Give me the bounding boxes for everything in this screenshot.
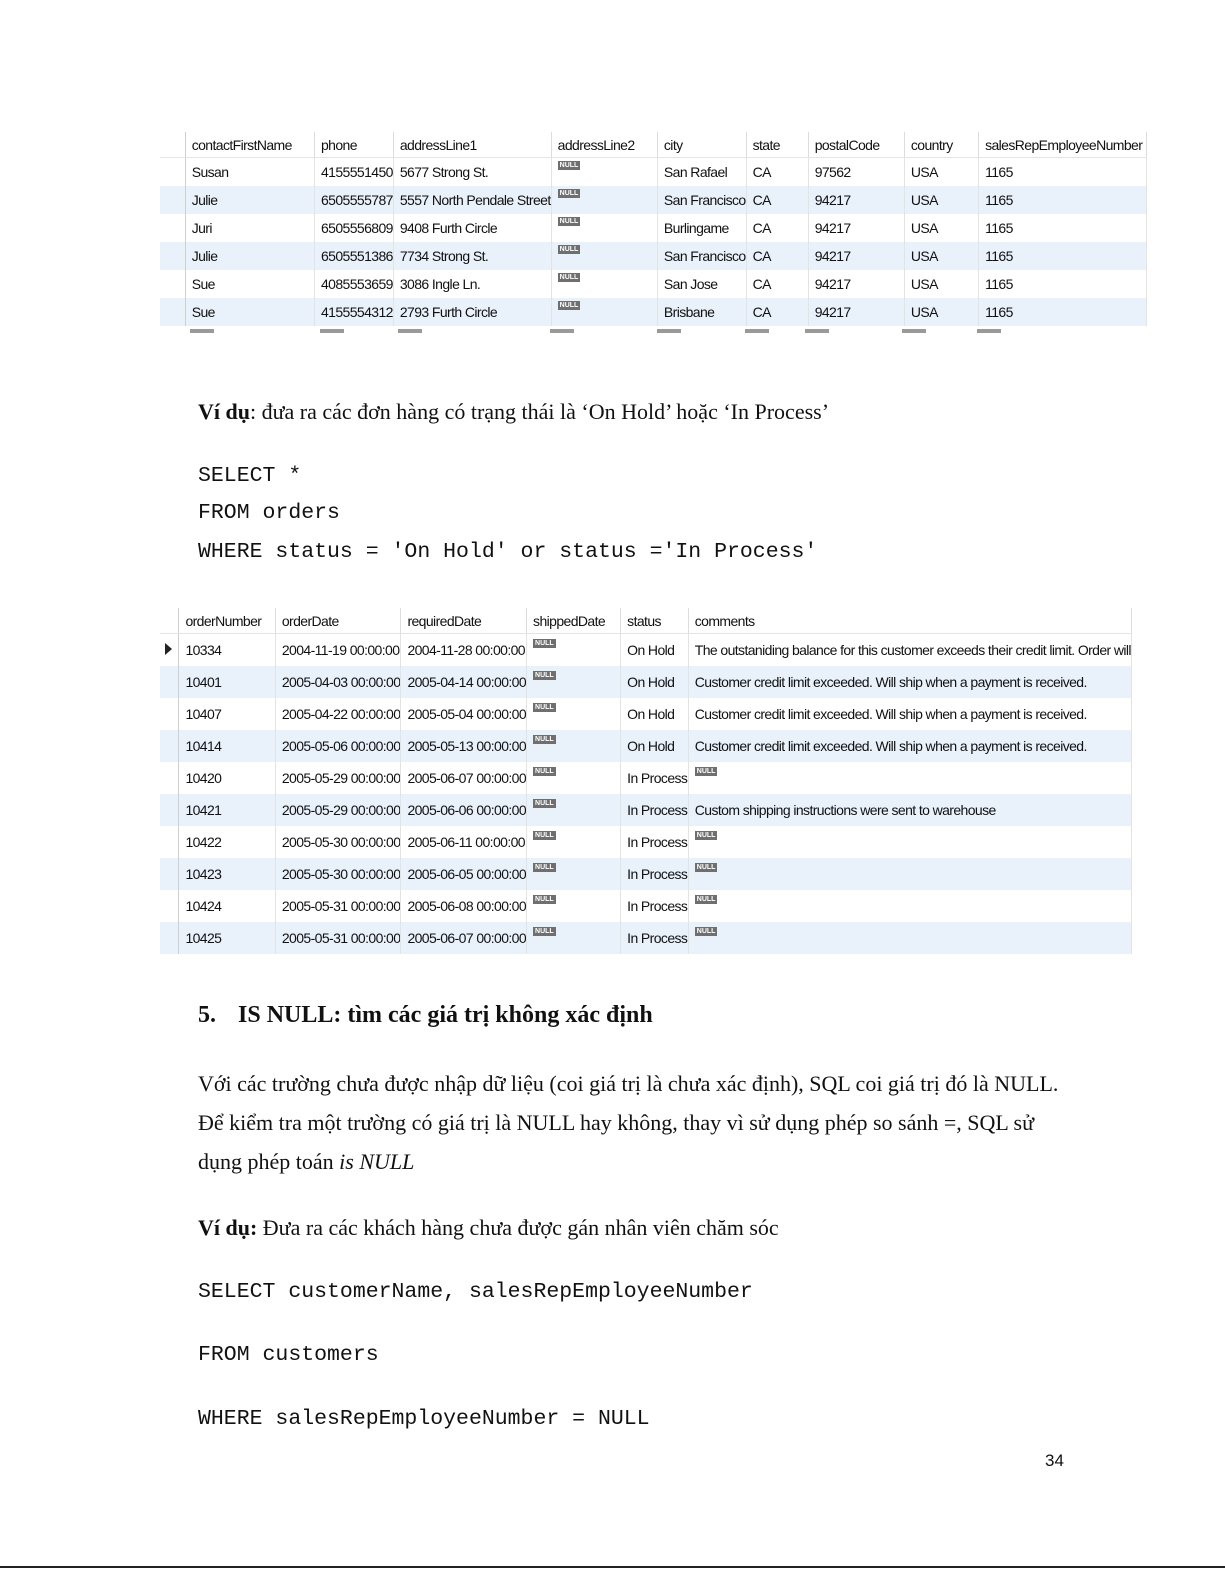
table-row[interactable] <box>160 242 1147 270</box>
orders-result-grid <box>160 608 1132 954</box>
cell-phone[interactable]: 6505556809 <box>314 214 393 242</box>
cell-addressLine2[interactable] <box>551 242 657 270</box>
row-header[interactable] <box>160 666 179 698</box>
cell-requiredDate[interactable]: 2005-06-11 00:00:00 <box>401 826 527 858</box>
section-paragraph <box>198 1064 1078 1181</box>
cell-status[interactable]: In Process <box>621 826 689 858</box>
row-header[interactable] <box>160 858 179 890</box>
cell-requiredDate[interactable]: 2005-05-13 00:00:00 <box>401 730 527 762</box>
column-header-salesRepEmployeeNumber[interactable]: salesRepEmployeeNumber <box>979 132 1147 158</box>
cell-comments[interactable] <box>688 922 1131 954</box>
cell-comments[interactable] <box>688 858 1131 890</box>
table-row[interactable] <box>160 762 1132 794</box>
table-row[interactable] <box>160 214 1147 242</box>
column-header-shippedDate[interactable]: shippedDate <box>527 608 621 634</box>
column-header-phone[interactable]: phone <box>314 132 393 158</box>
null-badge: NULL <box>559 218 579 225</box>
null-badge: NULL <box>535 640 554 647</box>
null-badge: NULL <box>535 704 554 711</box>
cell-shippedDate[interactable] <box>527 826 621 858</box>
example-is-null <box>198 1208 1098 1247</box>
cell-status[interactable]: On Hold <box>621 698 689 730</box>
cell-shippedDate[interactable] <box>527 922 621 954</box>
cell-state[interactable]: CA <box>746 186 808 214</box>
cell-comments[interactable]: Customer credit limit exceeded. Will ship when a payment is received. <box>688 698 1131 730</box>
cell-status[interactable]: In Process <box>621 858 689 890</box>
cell-status[interactable]: On Hold <box>621 634 689 667</box>
cell-city[interactable]: San Francisco <box>657 186 746 214</box>
table-row[interactable] <box>160 858 1132 890</box>
cell-city[interactable]: Brisbane <box>657 298 746 326</box>
row-header[interactable] <box>160 762 179 794</box>
column-header-orderDate[interactable]: orderDate <box>275 608 401 634</box>
cell-state[interactable]: CA <box>746 242 808 270</box>
cell-shippedDate[interactable] <box>527 858 621 890</box>
cell-requiredDate[interactable]: 2005-06-07 00:00:00 <box>401 922 527 954</box>
example-label: Ví dụ <box>198 399 250 424</box>
cell-comments[interactable]: Customer credit limit exceeded. Will ship when a payment is received. <box>688 730 1131 762</box>
row-header[interactable] <box>160 890 179 922</box>
cell-country[interactable]: USA <box>904 158 978 187</box>
column-header-city[interactable]: city <box>657 132 746 158</box>
cell-city[interactable]: San Rafael <box>657 158 746 187</box>
cell-requiredDate[interactable]: 2005-05-04 00:00:00 <box>401 698 527 730</box>
cell-postalCode[interactable]: 94217 <box>808 186 904 214</box>
cell-postalCode[interactable]: 94217 <box>808 242 904 270</box>
cell-country[interactable]: USA <box>904 186 978 214</box>
cell-addressLine1[interactable]: 5677 Strong St. <box>393 158 551 187</box>
table-row[interactable] <box>160 730 1132 762</box>
cell-orderDate[interactable]: 2005-05-06 00:00:00 <box>275 730 401 762</box>
cell-orderNumber[interactable]: 10401 <box>179 666 275 698</box>
row-header[interactable] <box>160 826 179 858</box>
table-row[interactable] <box>160 890 1132 922</box>
section-number: 5. <box>198 1002 216 1028</box>
code-line: SELECT customerName, salesRepEmployeeNumber <box>198 1280 753 1304</box>
grid-header-row <box>160 132 1147 158</box>
code-line: WHERE status = 'On Hold' or status ='In Process' <box>198 540 818 564</box>
cell-status[interactable]: In Process <box>621 922 689 954</box>
cell-addressLine2[interactable] <box>551 214 657 242</box>
row-header[interactable] <box>160 270 185 298</box>
code-line: SELECT * <box>198 464 302 488</box>
grid-header-row <box>160 608 1132 634</box>
cell-shippedDate[interactable] <box>527 666 621 698</box>
null-badge: NULL <box>535 800 554 807</box>
cell-orderNumber[interactable]: 10422 <box>179 826 275 858</box>
cell-salesRepEmployeeNumber[interactable]: 1165 <box>979 298 1147 326</box>
null-badge: NULL <box>696 928 716 935</box>
column-header-postalCode[interactable]: postalCode <box>808 132 904 158</box>
grid-cut-edge <box>160 327 1147 335</box>
example-label: Ví dụ: <box>198 1215 258 1240</box>
null-badge: NULL <box>535 768 554 775</box>
row-header[interactable] <box>160 158 185 187</box>
cell-status[interactable]: On Hold <box>621 730 689 762</box>
cell-phone[interactable]: 4085553659 <box>314 270 393 298</box>
null-badge: NULL <box>559 190 579 197</box>
null-badge: NULL <box>535 864 554 871</box>
cell-country[interactable]: USA <box>904 214 978 242</box>
cell-postalCode[interactable]: 97562 <box>808 158 904 187</box>
example-orders-status <box>198 392 1098 431</box>
null-badge: NULL <box>535 672 554 679</box>
cell-contactFirstName[interactable]: Julie <box>185 186 314 214</box>
cell-contactFirstName[interactable]: Juri <box>185 214 314 242</box>
cell-contactFirstName[interactable]: Sue <box>185 298 314 326</box>
cell-addressLine2[interactable] <box>551 186 657 214</box>
cell-orderDate[interactable]: 2005-05-31 00:00:00 <box>275 890 401 922</box>
paragraph-italic: is NULL <box>339 1149 415 1174</box>
column-header-requiredDate[interactable]: requiredDate <box>401 608 527 634</box>
null-badge: NULL <box>696 896 716 903</box>
table-row[interactable] <box>160 634 1132 667</box>
cell-comments[interactable] <box>688 826 1131 858</box>
cell-addressLine2[interactable] <box>551 298 657 326</box>
cell-shippedDate[interactable] <box>527 634 621 667</box>
row-header[interactable] <box>160 730 179 762</box>
cell-postalCode[interactable]: 94217 <box>808 214 904 242</box>
column-header-addressLine1[interactable]: addressLine1 <box>393 132 551 158</box>
cell-orderDate[interactable]: 2004-11-19 00:00:00 <box>275 634 401 667</box>
cell-phone[interactable]: 6505551386 <box>314 242 393 270</box>
table-row[interactable] <box>160 922 1132 954</box>
cell-status[interactable]: In Process <box>621 762 689 794</box>
cell-country[interactable]: USA <box>904 242 978 270</box>
cell-state[interactable]: CA <box>746 270 808 298</box>
cell-contactFirstName[interactable]: Susan <box>185 158 314 187</box>
cell-orderDate[interactable]: 2005-05-30 00:00:00 <box>275 858 401 890</box>
cell-orderDate[interactable]: 2005-05-31 00:00:00 <box>275 922 401 954</box>
cell-phone[interactable]: 4155551450 <box>314 158 393 187</box>
null-badge: NULL <box>559 162 579 169</box>
column-header-country[interactable]: country <box>904 132 978 158</box>
cell-shippedDate[interactable] <box>527 890 621 922</box>
cell-state[interactable]: CA <box>746 158 808 187</box>
cell-addressLine1[interactable]: 2793 Furth Circle <box>393 298 551 326</box>
cell-shippedDate[interactable] <box>527 698 621 730</box>
code-line: FROM orders <box>198 501 340 525</box>
row-header[interactable] <box>160 214 185 242</box>
cell-orderNumber[interactable]: 10407 <box>179 698 275 730</box>
cell-orderNumber[interactable]: 10425 <box>179 922 275 954</box>
cell-comments[interactable]: The outstaniding balance for this customer exceeds their credit limit. Order will <box>688 634 1131 667</box>
cell-orderDate[interactable]: 2005-05-30 00:00:00 <box>275 826 401 858</box>
column-header-addressLine2[interactable]: addressLine2 <box>551 132 657 158</box>
null-badge: NULL <box>559 302 579 309</box>
null-badge: NULL <box>559 274 579 281</box>
row-header[interactable] <box>160 922 179 954</box>
customers-result-grid <box>160 132 1147 326</box>
column-header-contactFirstName[interactable]: contactFirstName <box>185 132 314 158</box>
row-header[interactable] <box>160 698 179 730</box>
cell-orderNumber[interactable]: 10421 <box>179 794 275 826</box>
cell-requiredDate[interactable]: 2005-06-05 00:00:00 <box>401 858 527 890</box>
current-row-icon <box>165 643 172 655</box>
cell-orderNumber[interactable]: 10334 <box>179 634 275 667</box>
null-badge: NULL <box>696 832 716 839</box>
null-badge: NULL <box>696 768 716 775</box>
cell-salesRepEmployeeNumber[interactable]: 1165 <box>979 186 1147 214</box>
cell-addressLine1[interactable]: 9408 Furth Circle <box>393 214 551 242</box>
cell-phone[interactable]: 6505555787 <box>314 186 393 214</box>
cell-addressLine2[interactable] <box>551 270 657 298</box>
cell-shippedDate[interactable] <box>527 762 621 794</box>
cell-state[interactable]: CA <box>746 298 808 326</box>
cell-shippedDate[interactable] <box>527 730 621 762</box>
cell-country[interactable]: USA <box>904 298 978 326</box>
cell-orderDate[interactable]: 2005-04-22 00:00:00 <box>275 698 401 730</box>
null-badge: NULL <box>535 736 554 743</box>
cell-addressLine1[interactable]: 3086 Ingle Ln. <box>393 270 551 298</box>
cell-status[interactable]: In Process <box>621 794 689 826</box>
cell-requiredDate[interactable]: 2005-06-07 00:00:00 <box>401 762 527 794</box>
table-row[interactable] <box>160 298 1147 326</box>
table-row[interactable] <box>160 698 1132 730</box>
null-badge: NULL <box>535 896 554 903</box>
cell-salesRepEmployeeNumber[interactable]: 1165 <box>979 242 1147 270</box>
cell-comments[interactable]: Customer credit limit exceeded. Will ship when a payment is received. <box>688 666 1131 698</box>
cell-orderDate[interactable]: 2005-04-03 00:00:00 <box>275 666 401 698</box>
cell-shippedDate[interactable] <box>527 794 621 826</box>
column-header-status[interactable]: status <box>621 608 689 634</box>
cell-comments[interactable] <box>688 762 1131 794</box>
cell-postalCode[interactable]: 94217 <box>808 298 904 326</box>
cell-requiredDate[interactable]: 2005-04-14 00:00:00 <box>401 666 527 698</box>
cell-orderNumber[interactable]: 10420 <box>179 762 275 794</box>
cell-city[interactable]: San Francisco <box>657 242 746 270</box>
column-header-comments[interactable]: comments <box>688 608 1131 634</box>
example-text: Đưa ra các khách hàng chưa được gán nhân viên chăm sóc <box>257 1215 779 1240</box>
example-text: : đưa ra các đơn hàng có trạng thái là ‘On Hold’ hoặc ‘In Process’ <box>249 399 830 424</box>
cell-city[interactable]: Burlingame <box>657 214 746 242</box>
null-badge: NULL <box>559 246 579 253</box>
cell-status[interactable]: In Process <box>621 890 689 922</box>
page-number: 34 <box>1045 1451 1064 1470</box>
cell-salesRepEmployeeNumber[interactable]: 1165 <box>979 270 1147 298</box>
paragraph-text: Với các trường chưa được nhập dữ liệu (coi giá trị là chưa xác định), SQL coi giá trị đó là NULL. Để kiểm tra một trường có giá trị là NULL hay không, thay vì sử dụng phép so sánh =, SQL sử dụng phép toán <box>198 1071 1059 1174</box>
cell-country[interactable]: USA <box>904 270 978 298</box>
row-header[interactable] <box>160 298 185 326</box>
cell-requiredDate[interactable]: 2005-06-08 00:00:00 <box>401 890 527 922</box>
cell-orderNumber[interactable]: 10423 <box>179 858 275 890</box>
cell-comments[interactable]: Custom shipping instructions were sent to warehouse <box>688 794 1131 826</box>
null-badge: NULL <box>535 832 554 839</box>
cell-contactFirstName[interactable]: Julie <box>185 242 314 270</box>
cell-addressLine2[interactable] <box>551 158 657 187</box>
code-line: WHERE salesRepEmployeeNumber = NULL <box>198 1407 650 1431</box>
cell-requiredDate[interactable]: 2005-06-06 00:00:00 <box>401 794 527 826</box>
null-badge: NULL <box>535 928 554 935</box>
table-row[interactable] <box>160 794 1132 826</box>
cell-postalCode[interactable]: 94217 <box>808 270 904 298</box>
column-header-orderNumber[interactable]: orderNumber <box>179 608 275 634</box>
cell-salesRepEmployeeNumber[interactable]: 1165 <box>979 158 1147 187</box>
cell-status[interactable]: On Hold <box>621 666 689 698</box>
cell-addressLine1[interactable]: 5557 North Pendale Street <box>393 186 551 214</box>
table-row[interactable] <box>160 158 1147 187</box>
section-title: IS NULL: tìm các giá trị không xác định <box>238 1002 653 1028</box>
page-bottom-rule <box>0 1566 1225 1568</box>
table-row[interactable] <box>160 186 1147 214</box>
row-header[interactable] <box>160 794 179 826</box>
null-badge: NULL <box>696 864 716 871</box>
cell-contactFirstName[interactable]: Sue <box>185 270 314 298</box>
cell-phone[interactable]: 4155554312 <box>314 298 393 326</box>
cell-orderNumber[interactable]: 10424 <box>179 890 275 922</box>
table-row[interactable] <box>160 826 1132 858</box>
cell-salesRepEmployeeNumber[interactable]: 1165 <box>979 214 1147 242</box>
section-heading <box>198 1002 653 1029</box>
cell-requiredDate[interactable]: 2004-11-28 00:00:00 <box>401 634 527 667</box>
cell-city[interactable]: San Jose <box>657 270 746 298</box>
column-header-state[interactable]: state <box>746 132 808 158</box>
cell-orderDate[interactable]: 2005-05-29 00:00:00 <box>275 762 401 794</box>
cell-comments[interactable] <box>688 890 1131 922</box>
code-line: FROM customers <box>198 1343 379 1367</box>
row-header[interactable] <box>160 634 179 667</box>
cell-addressLine1[interactable]: 7734 Strong St. <box>393 242 551 270</box>
cell-orderNumber[interactable]: 10414 <box>179 730 275 762</box>
cell-state[interactable]: CA <box>746 214 808 242</box>
cell-orderDate[interactable]: 2005-05-29 00:00:00 <box>275 794 401 826</box>
table-row[interactable] <box>160 270 1147 298</box>
row-header[interactable] <box>160 242 185 270</box>
row-header[interactable] <box>160 186 185 214</box>
table-row[interactable] <box>160 666 1132 698</box>
